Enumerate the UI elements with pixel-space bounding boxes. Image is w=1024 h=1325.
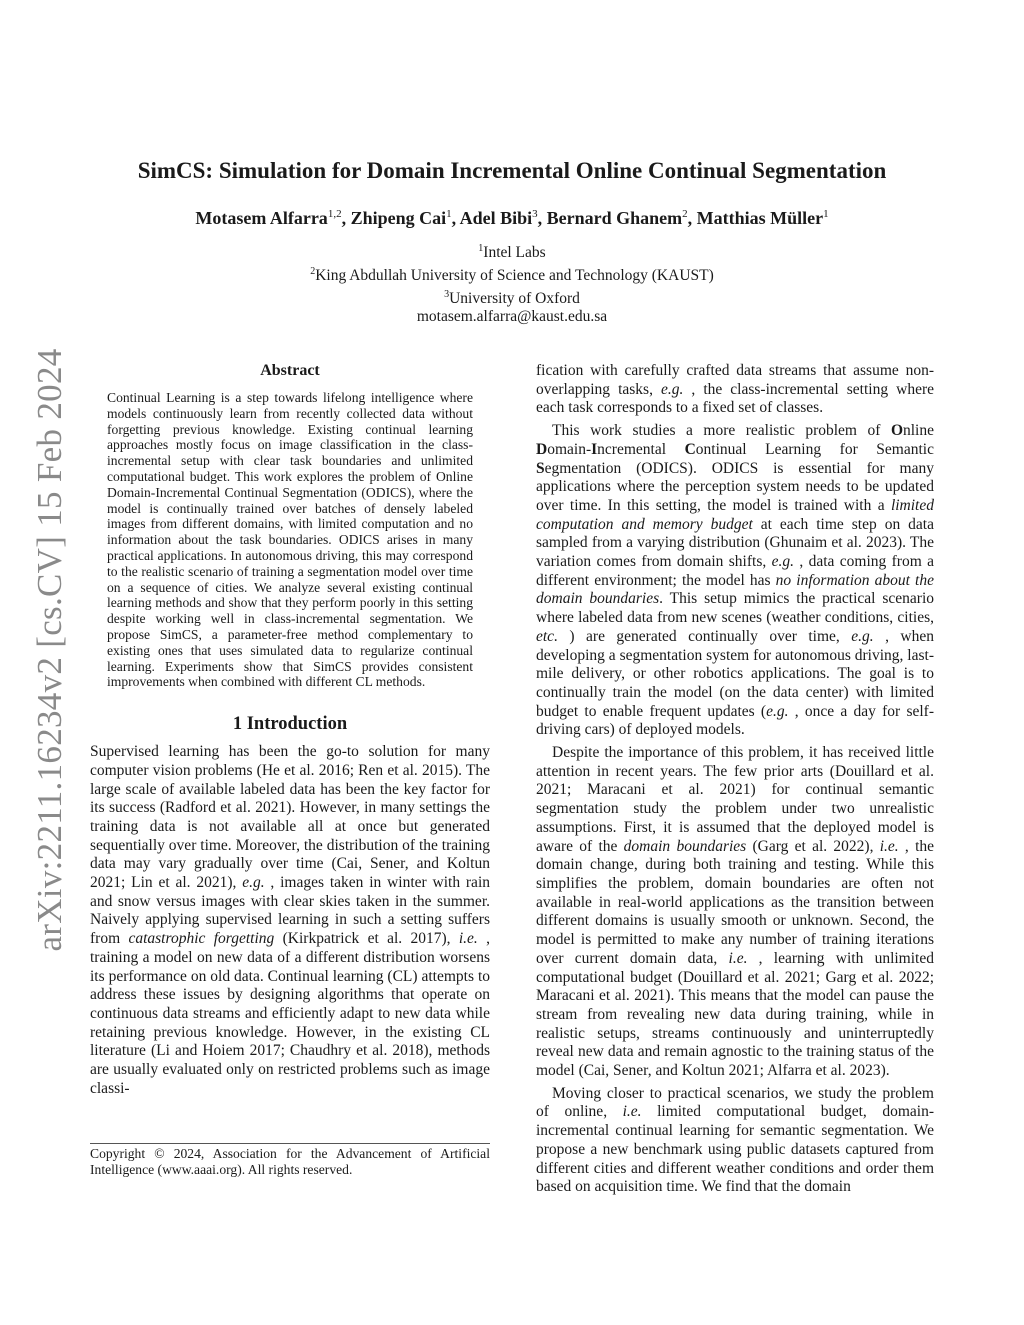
author: Bernard Ghanem$^2$, xyxy=(546,208,697,228)
arxiv-sidebar-stamp xyxy=(22,350,78,950)
email: motasem.alfarra@kaust.edu.sa xyxy=(416,308,608,326)
intro-paragraph: fication with carefully crafted data streams that assume non-overlapping tasks, e.g. , the class-incremental setting where each task corresponds to a fixed set of classes. xyxy=(536,362,934,417)
left-column xyxy=(90,362,490,1099)
abstract-text: Continual Learning is a step towards lifelong intelligence where models continuously learn from recently collected data without forgetting previous knowledge. Existing continual learning approaches mostly focus on image classification in the class-incremental setup with clear task boundaries and unlimited computational budget. This work explores the problem of Online Domain-Incremental Continual Segmentation (ODICS), where the model is continually trained over batches of densely labeled images from different domains, with limited computation and no information about the task boundaries. ODICS arises in many practical applications. In autonomous driving, this may correspond to the realistic scenario of training a segmentation model over time on a sequence of cities. We analyze several existing continual learning methods and show that they perform poorly in this setting despite working well in class-incremental segmentation. We propose SimCS, a parameter-free method complementary to existing ones that uses simulated data to regularize continual learning. Experiments show that SimCS provides consistent improvements when combined with different CL methods. xyxy=(107,390,473,690)
abstract-heading: Abstract xyxy=(260,362,320,379)
section-heading-introduction: 1 Introduction xyxy=(232,714,348,735)
affiliation: $^3$University of Oxford xyxy=(444,288,580,307)
affiliation: $^2$King Abdullah University of Science and Technology (KAUST) xyxy=(310,265,714,284)
affiliation: $^1$Intel Labs xyxy=(478,243,546,262)
intro-paragraph: Moving closer to practical scenarios, we study the problem of online, i.e. limited computational budget, domain-incremental continual learning for semantic segmentation. We propose a new benchmark using public datasets captured from different cities and different weather conditions and order them based on acquisition time. We find that the domain xyxy=(536,1084,934,1196)
author-list xyxy=(0,208,1024,229)
copyright-footnote: Copyright © 2024, Association for the Advancement of Artificial Intelligence (www.aaai.org). All rights reserved. xyxy=(90,1143,490,1178)
intro-paragraph: This work studies a more realistic problem of Online Domain-Incremental Continual Learning for Semantic Segmentation (ODICS). ODICS is essential for many applications where the perception system needs to be updated over time. In this setting, the model is trained with a limited computation and memory budget at each time step on data sampled from a varying distribution (Ghunaim et al. 2023). The variation comes from domain shifts, e.g. , data coming from a different environment; the model has no information about the domain boundaries. This setup mimics the practical scenario where labeled data from new scenes (weather conditions, cities, etc. ) are generated continually over time, e.g. , when developing a segmentation system for autonomous driving, last-mile delivery, or other robotics applications. The goal is to continually train the model (on the data center) with limited budget to enable frequent updates (e.g. , once a day for self-driving cars) of deployed models. xyxy=(536,422,934,739)
affiliations xyxy=(0,240,1024,327)
author: Motasem Alfarra$^{1,2}$, xyxy=(195,208,351,228)
intro-paragraph: Despite the importance of this problem, it has received little attention in recent years. The few prior arts (Douillard et al. 2021; Maracani et al. 2021) for continual semantic segmentation study the problem under two unrealistic assumptions. First, it is assumed that the deployed model is aware of the domain boundaries (Garg et al. 2022), i.e. , the domain change, during both training and testing. While this simplifies the problem, domain boundaries are often not available in real-world applications as the transition between different domains is usually smooth or unknown. Second, the model is permitted to make any number of training iterations over current domain data, i.e. , learning with unlimited computational budget (Douillard et al. 2021; Garg et al. 2022; Maracani et al. 2021). This means that the model can pause the stream from revealing new data during training, while in realistic setups, streams continuously and uninterruptedly reveal new data and remain agnostic to the training status of the model (Cai, Sener, and Koltun 2021; Alfarra et al. 2023). xyxy=(536,744,935,1080)
right-column xyxy=(536,362,934,1197)
intro-paragraph: Supervised learning has been the go-to solution for many computer vision problems (He et al. 2016; Ren et al. 2015). The large scale of available labeled data has been the key factor for its success (Radford et al. 2021). However, in many settings the training data is not available all at once but generated sequentially over time. Moreover, the distribution of the training data may vary gradually over time (Cai, Sener, and Koltun 2021; Lin et al. 2021), e.g. , images taken in winter with rain and snow versus images with clear skies taken in the summer. Naively applying supervised learning in such a setting suffers from catastrophic forgetting (Kirkpatrick et al. 2017), i.e. , training a model on new data of a different distribution worsens its performance on old data. Continual learning (CL) attempts to address these issues by designing algorithms that operate on continuous data streams and efficiently adapt to new data while retaining previous knowledge. However, in the existing CL literature (Li and Hoiem 2017; Chaudhry et al. 2018), methods are usually evaluated only on restricted problems such as image classi- xyxy=(90,743,491,1097)
author: Adel Bibi$^3$, xyxy=(459,208,547,228)
arxiv-identifier: arXiv:2211.16234v2 [cs.CV] 15 Feb 2024 xyxy=(30,348,69,952)
author: Zhipeng Cai$^1$, xyxy=(350,208,460,228)
paper-title: SimCS: Simulation for Domain Incremental Online Continual Segmentation xyxy=(137,158,887,183)
author: Matthias Müller$^1$ xyxy=(696,208,829,228)
